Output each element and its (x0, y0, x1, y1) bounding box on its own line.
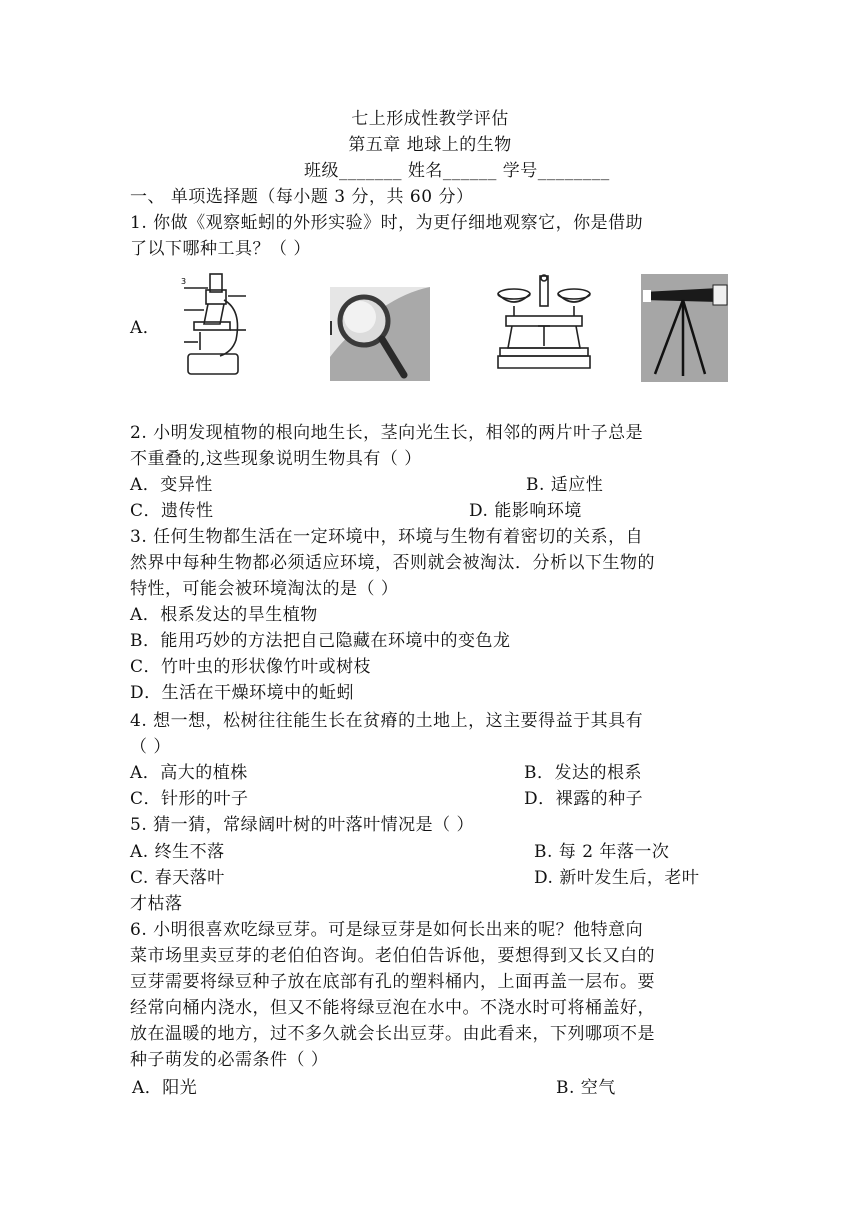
question-6-option-b: B. 空气 (556, 1078, 616, 1098)
question-4-line2: （ ） (130, 737, 171, 757)
question-3-line1: 3. 任何生物都生活在一定环境中，环境与生物有着密切的关系，自 (130, 527, 644, 547)
question-2-line1: 2. 小明发现植物的根向地生长，茎向光生长，相邻的两片叶子总是 (130, 423, 644, 443)
question-2-line2: 不重叠的,这些现象说明生物具有（ ） (130, 449, 422, 469)
microscope-icon (180, 270, 250, 380)
balance-scale-icon (494, 272, 594, 380)
student-info-line: 班级_______ 姓名______ 学号________ (304, 161, 610, 181)
question-1-option-a-label: A． (130, 318, 161, 338)
question-4-option-a: A．高大的植株 (130, 763, 248, 783)
question-2-option-d: D. 能影响环境 (469, 501, 582, 521)
question-6-line3: 豆芽需要将绿豆种子放在底部有孔的塑料桶内，上面再盖一层布。要 (130, 972, 655, 992)
question-5-option-d-continued: 才枯落 (130, 894, 183, 914)
question-5-option-d: D. 新叶发生后，老叶 (534, 868, 700, 888)
question-6-line5: 放在温暖的地方，过不多久就会长出豆芽。由此看来，下列哪项不是 (130, 1024, 655, 1044)
question-4-option-b: B．发达的根系 (524, 763, 642, 783)
question-2-option-c: C．遗传性 (130, 501, 214, 521)
question-3-option-b: B．能用巧妙的方法把自己隐藏在环境中的变色龙 (130, 631, 511, 651)
telescope-icon (641, 274, 728, 382)
question-1-line1: 1. 你做《观察蚯蚓的外形实验》时，为更仔细地观察它，你是借助 (130, 213, 644, 233)
question-4-option-c: C．针形的叶子 (130, 789, 249, 809)
section-heading: 一、 单项选择题（每小题 3 分，共 60 分） (130, 187, 474, 207)
svg-text:3: 3 (181, 277, 187, 286)
question-3-option-d: D．生活在干燥环境中的蚯蚓 (130, 683, 355, 703)
question-5-option-a: A. 终生不落 (130, 842, 225, 862)
question-3-line3: 特性，可能会被环境淘汰的是（ ） (130, 579, 399, 599)
question-3-option-a: A．根系发达的旱生植物 (130, 605, 318, 625)
question-6-line4: 经常向桶内浇水，但又不能将绿豆泡在水中。不浇水时可将桶盖好， (130, 998, 655, 1018)
question-3-option-c: C．竹叶虫的形状像竹叶或树枝 (130, 657, 372, 677)
chapter-subtitle: 第五章 地球上的生物 (348, 135, 512, 155)
question-2-option-a: A．变异性 (130, 475, 213, 495)
question-4-option-d: D．裸露的种子 (524, 789, 644, 809)
question-1-line2: 了以下哪种工具？（ ） (130, 239, 311, 259)
question-5-option-c: C. 春天落叶 (130, 868, 225, 888)
question-6-line6: 种子萌发的必需条件（ ） (130, 1050, 329, 1070)
question-6-line1: 6. 小明很喜欢吃绿豆芽。可是绿豆芽是如何长出来的呢？他特意向 (130, 920, 644, 940)
question-5-line1: 5. 猜一猜，常绿阔叶树的叶落叶情况是（ ） (130, 815, 475, 835)
question-6-line2: 菜市场里卖豆芽的老伯伯咨询。老伯伯告诉他，要想得到又长又白的 (130, 946, 655, 966)
question-3-line2: 然界中每种生物都必须适应环境，否则就会被淘汰．分析以下生物的 (130, 553, 655, 573)
question-2-option-b: B. 适应性 (526, 475, 604, 495)
question-5-option-b: B. 每 2 年落一次 (534, 842, 670, 862)
magnifier-icon (330, 287, 430, 381)
page-title: 七上形成性教学评估 (351, 109, 509, 129)
question-4-line1: 4. 想一想，松树往往能生长在贫瘠的土地上，这主要得益于其具有 (130, 711, 644, 731)
question-6-option-a: A．阳光 (132, 1078, 198, 1098)
